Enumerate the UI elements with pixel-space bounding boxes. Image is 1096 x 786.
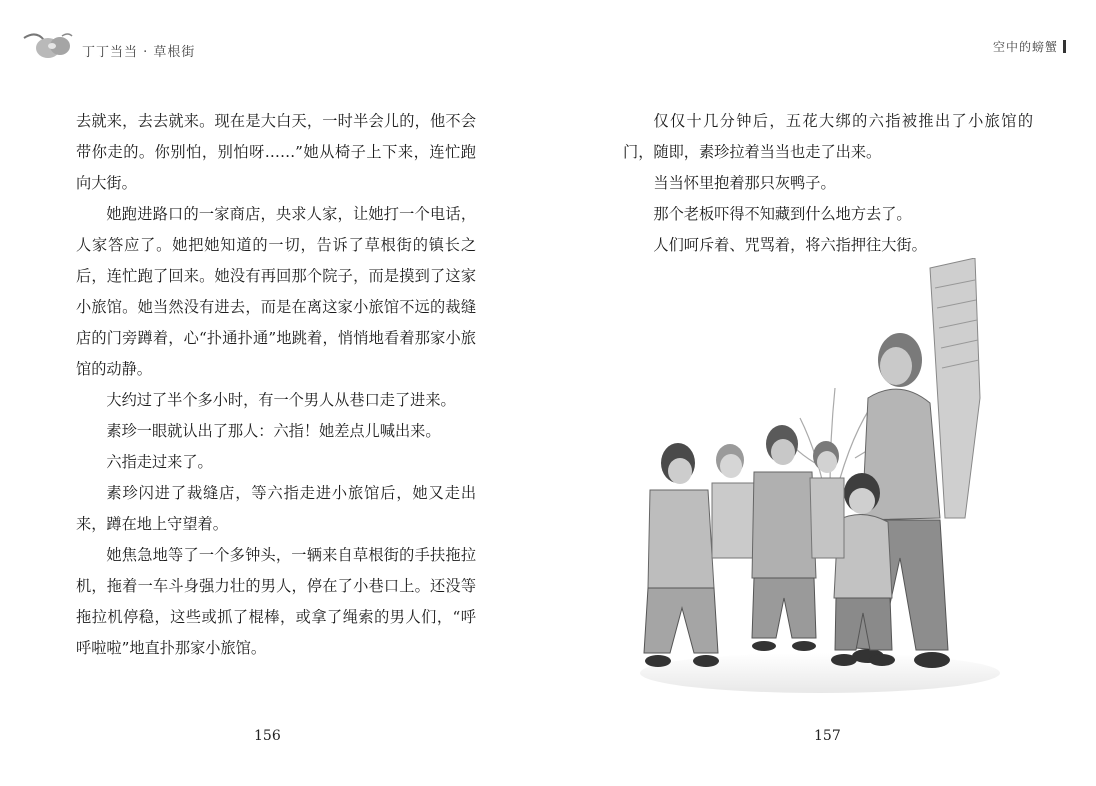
series-header [22,28,195,62]
paragraph: 那个老板吓得不知藏到什么地方去了。 [653,205,912,223]
chapter-title: 空中的螃蟹 [992,40,1058,54]
page-number-left: 156 [254,728,281,744]
paragraph: 仅仅十几分钟后，五花大绑的六指被推出了小旅馆的门，随即，素珍拉着当当也走了出来。 [623,112,1033,161]
left-body-text [76,106,476,664]
paragraph: 素珍一眼就认出了那人：六指！她差点儿喊出来。 [106,422,441,440]
header-bar-mark [1063,40,1066,53]
paragraph: 六指走过来了。 [106,453,213,471]
right-page [548,0,1096,786]
paragraph: 她跑进路口的一家商店，央求人家，让她打一个电话，人家答应了。她把她知道的一切，告诉了草根街的镇长之后，连忙跑了回来。她没有再回那个院子，而是摸到了这家小旅馆。她当然没有进去，而是在离这家小旅馆不远的裁缝店的门旁蹲着，心“扑通扑通”地跳着，悄悄地看着那家小旅馆的动静。 [76,205,476,378]
paragraph: 去就来，去去就来。现在是大白天，一时半会儿的，他不会带你走的。你别怕，别怕呀……”她从椅子上下来，连忙跑向大街。 [76,112,476,192]
paragraph: 她焦急地等了一个多钟头，一辆来自草根街的手扶拖拉机，拖着一车斗身强力壮的男人，停在了小巷口上。还没等拖拉机停稳，这些或抓了棍棒，或拿了绳索的男人们，“呼呼啦啦”地直扑那家小旅馆。 [76,546,476,657]
paragraph: 大约过了半个多小时，有一个男人从巷口走了进来。 [106,391,456,409]
series-logo-icon [22,28,74,62]
paragraph: 人们呵斥着、咒骂着，将六指押往大街。 [653,236,927,254]
page-number-right: 157 [814,728,841,744]
chapter-header [993,38,1066,55]
paragraph: 素珍闪进了裁缝店，等六指走进小旅馆后，她又走出来，蹲在地上守望着。 [76,484,476,533]
right-body-text [623,106,1033,261]
paragraph: 当当怀里抱着那只灰鸭子。 [653,174,836,192]
story-illustration [630,258,1000,698]
series-title: 丁丁当当 · 草根街 [82,44,196,60]
